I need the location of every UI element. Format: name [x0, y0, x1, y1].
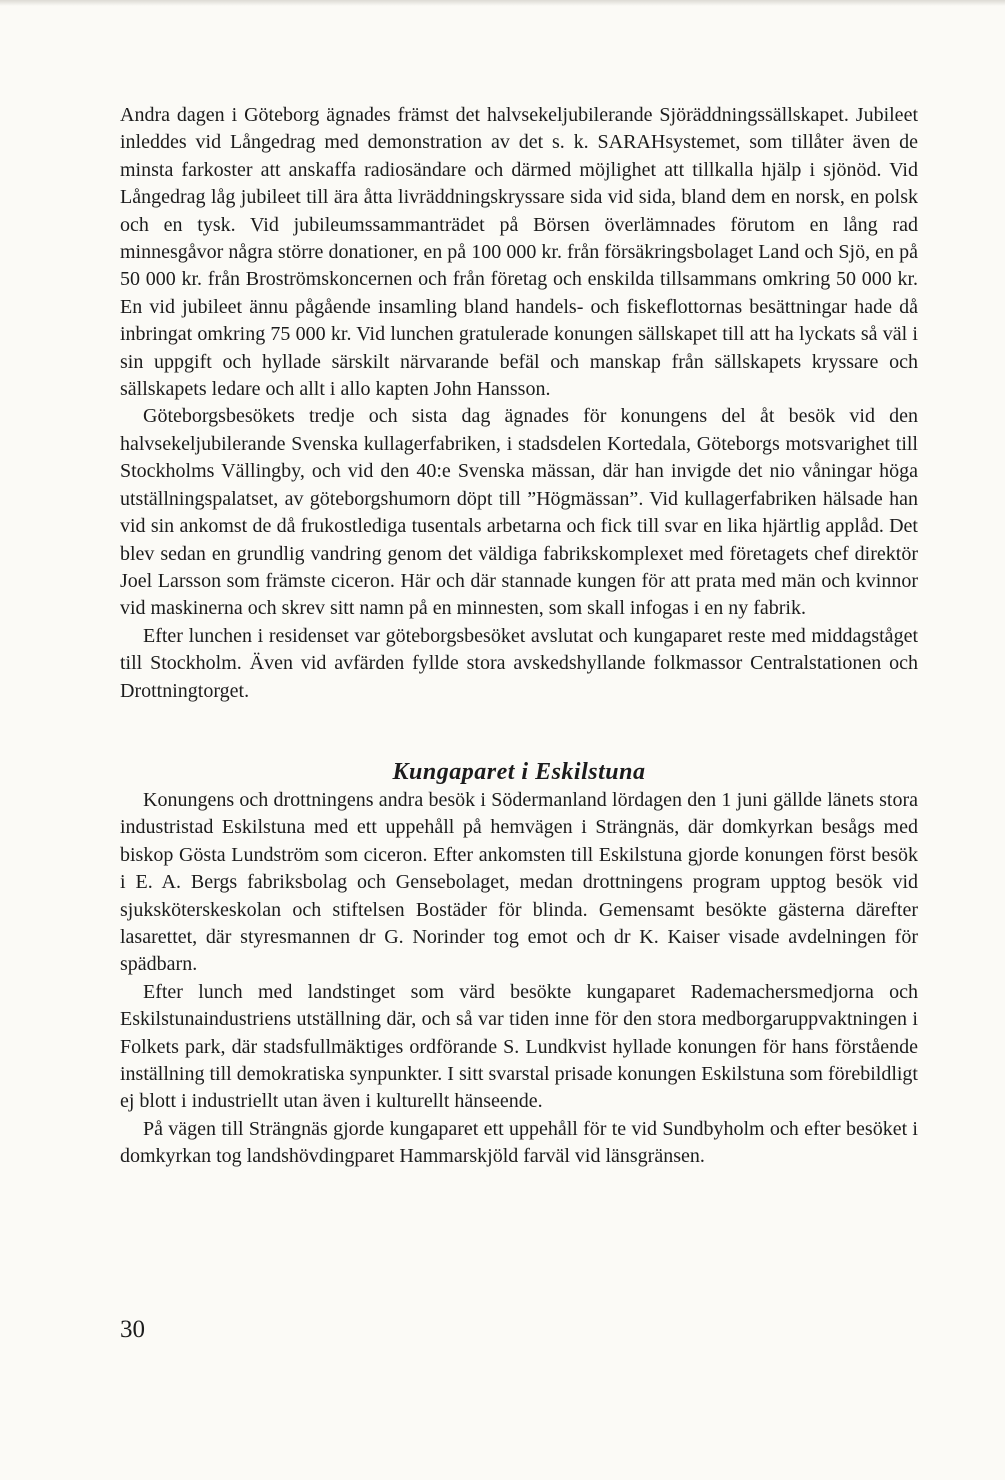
paragraph-5: Efter lunch med landstinget som värd besökte kungaparet Rademachersmedjorna och Eskilstunaindustriens utställning där, och så var tiden inne för den stora medborgaruppvaktningen i Folkets park, där stadsfullmäktiges ordförande S. Lundkvist hyllade konungen för hans förstående inställning till demokratiska synpunkter. I sitt svarstal prisade konungen Eskilstuna som förebildligt ej blott i industriellt utan även i kulturellt hänseende. [120, 980, 918, 1113]
paragraph-1: Andra dagen i Göteborg ägnades främst det halvsekeljubilerande Sjöräddningssällskapet. Jubileet inleddes vid Långedrag med demonstration av det s. k. SARAHsystemet, som tillåter även de minsta farkoster att anskaffa radiosändare och därmed möjlighet att tillkalla hjälp i sjönöd. Vid Långedrag låg jubileet till ära åtta livräddningskryssare sida vid sida, bland dem en norsk, en polsk och en tysk. Vid jubileumssammanträdet på Börsen överlämnades förutom en lång rad minnesgåvor några större donationer, en på 100 000 kr. från försäkringsbolaget Land och Sjö, en på 50 000 kr. från Broströmskoncernen och från företag och enskilda tillsammans omkring 50 000 kr. En vid jubileet ännu pågående insamling bland handels- och fiskeflottornas besättningar hade då inbringat omkring 75 000 kr. Vid lunchen gratulerade konungen sällskapet till att ha lyckats så väl i sin uppgift och hyllade särskilt närvarande befäl och manskap från sällskapets kryssare och sällskapets ledare och allt i allo kapten John Hansson. [120, 104, 918, 401]
paragraph-2: Göteborgsbesökets tredje och sista dag ägnades för konungens del åt besök vid den halvsekeljubilerande Svenska kullagerfabriken, i stadsdelen Kortedala, Göteborgs motsvarighet till Stockholms Vällingby, och vid den 40:e Svenska mässan, där han invigde det nio våningar höga utställningspalatset, av göteborgshumorn döpt till ”Högmässan”. Vid kullagerfabriken hälsade han vid sin ankomst de då frukostlediga tusentals arbetarna och fick till svar en lika hjärtlig applåd. Det blev sedan en grundlig vandring genom det väldiga fabrikskomplexet med företagets chef direktör Joel Larsson som främste ciceron. Här och där stannade kungen för att prata med män och kvinnor vid maskinerna och skrev sitt namn på en minnesten, som skall infogas i en ny fabrik. [120, 405, 918, 620]
section-heading: Kungaparet i Eskilstuna [392, 758, 646, 785]
paragraph-6: På vägen till Strängnäs gjorde kungaparet ett uppehåll för te vid Sundbyholm och efter besöket i domkyrkan tog landshövdingparet Hammarskjöld farväl vid länsgränsen. [120, 1117, 918, 1168]
body-text [120, 102, 918, 1171]
page-edge [0, 0, 1005, 6]
paragraph-3: Efter lunchen i residenset var göteborgsbesöket avslutat och kungaparet reste med middagståget till Stockholm. Även vid avfärden fyllde stora avskedshyllande folkmassor Centralstationen och Drottningtorget. [120, 624, 918, 702]
paragraph-4: Konungens och drottningens andra besök i Södermanland lördagen den 1 juni gällde länets stora industristad Eskilstuna med ett uppehåll på hemvägen i Strängnäs, där domkyrkan besågs med biskop Gösta Lundström som ciceron. Efter ankomsten till Eskilstuna gjorde konungen först besök i E. A. Bergs fabriksbolag och Gensebolaget, medan drottningens program upptog besök vid sjuksköterskeskolan och stiftelsen Bostäder för blinda. Gemensamt besökte gästerna därefter lasarettet, där styresmannen dr G. Norinder tog emot och dr K. Kaiser visade avdelningen för spädbarn. [120, 788, 918, 976]
page-number: 30 [120, 1316, 145, 1343]
